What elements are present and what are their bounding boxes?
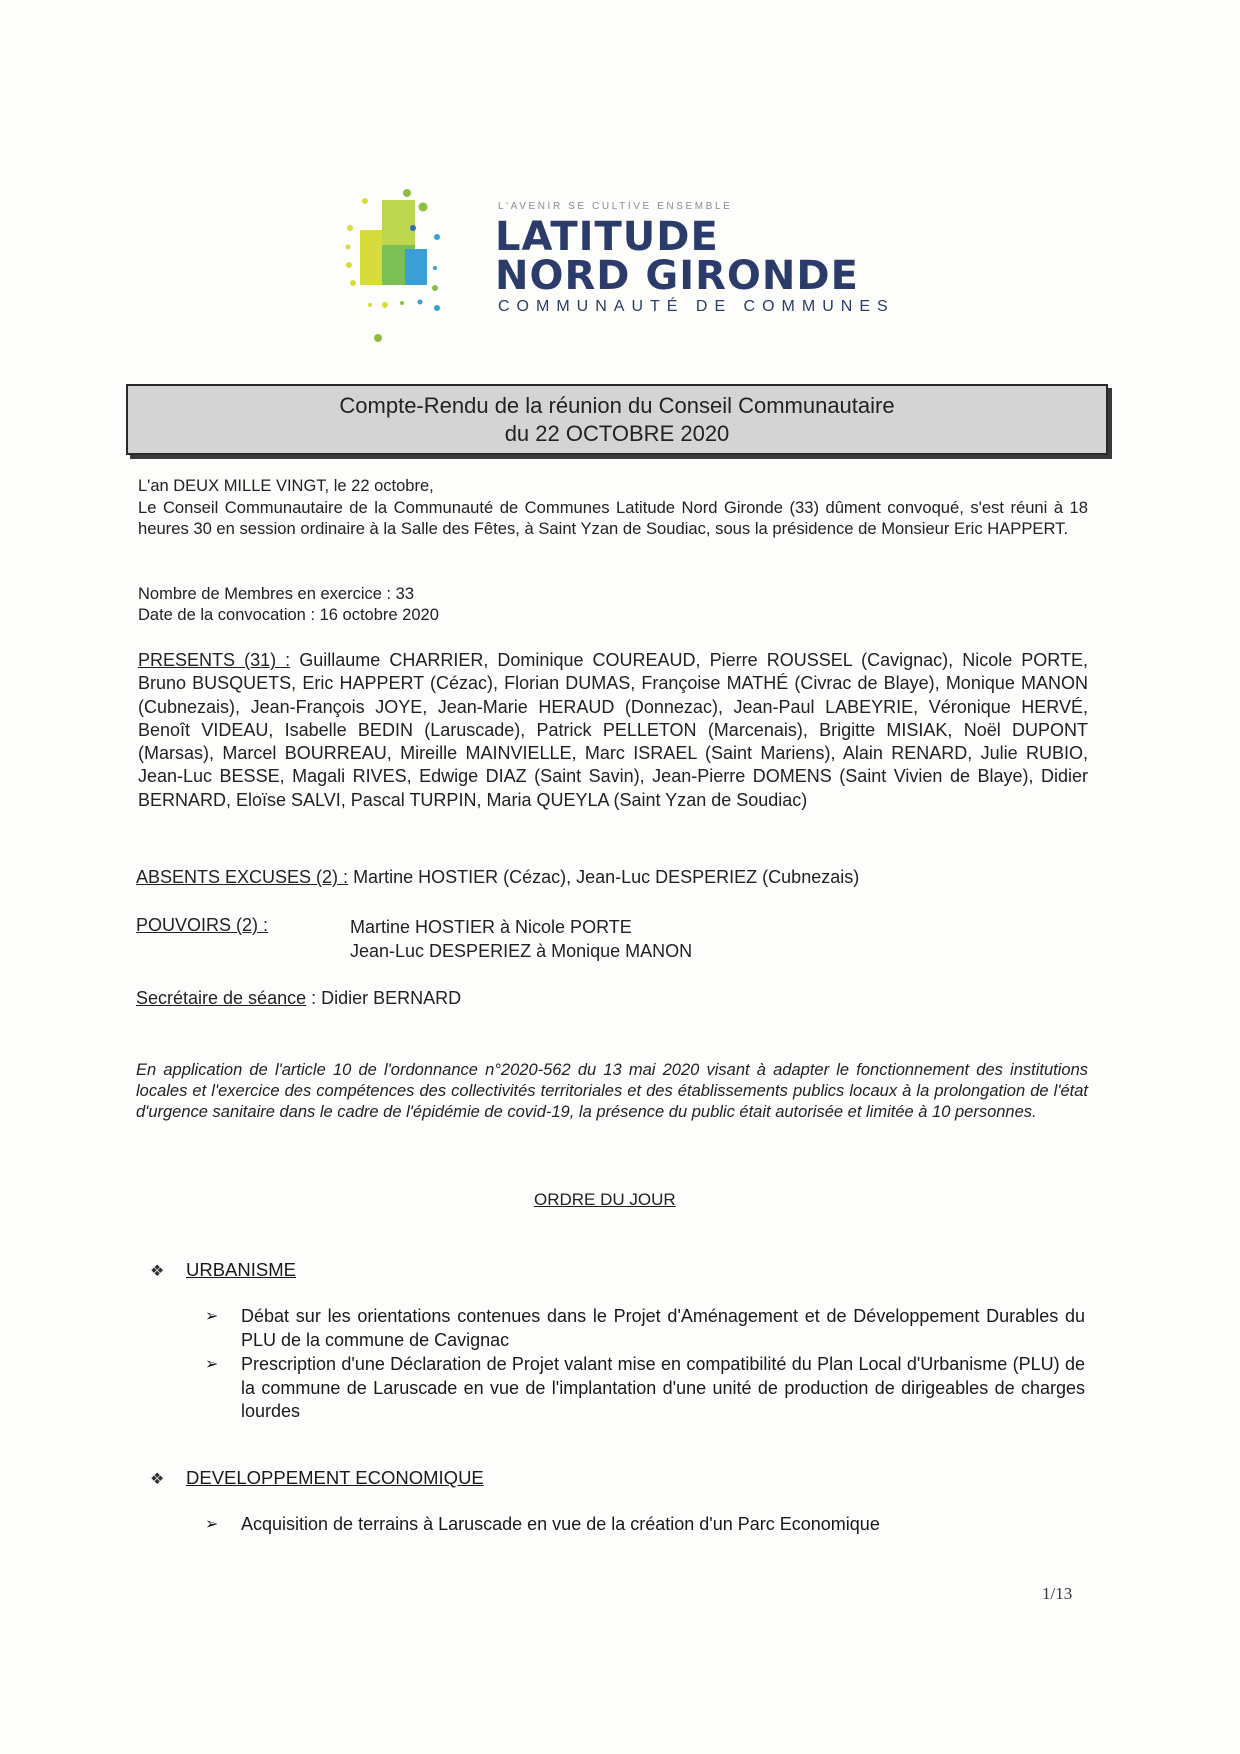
members-count: Nombre de Membres en exercice : 33 (138, 585, 415, 603)
agenda-item (205, 1513, 1085, 1537)
covid-notice: En application de l'article 10 de l'ordonnance n°2020-562 du 13 mai 2020 visant à adapter le fonctionnement des institutions locales et l'exercice des compétences des collectivités territoriales et des établissements publics locaux à la prolongation de l'état d'urgence sanitaire dans le cadre de l'épidémie de covid-19, la présence du public était autorisée et limitée à 10 personnes. (136, 1061, 1088, 1121)
pouvoirs-label-wrap (136, 915, 268, 936)
presents-block (138, 649, 1088, 812)
secretaire-block (136, 988, 461, 1009)
presents-label: PRESENTS (31) : (138, 650, 291, 670)
section-developpement-economique (150, 1467, 484, 1489)
pouvoir-line-1: Martine HOSTIER à Nicole PORTE (350, 917, 632, 937)
logo-title-line2: NORD GIRONDE (495, 253, 859, 299)
pouvoirs-list (350, 915, 692, 963)
absents-list: Martine HOSTIER (Cézac), Jean-Luc DESPERIEZ (Cubnezais) (348, 867, 860, 887)
logo-title-line1: LATITUDE (495, 214, 719, 260)
page-number: 1/13 (1042, 1584, 1073, 1603)
diamond-bullet-icon: ❖ (150, 1263, 165, 1280)
section-label: URBANISME (186, 1259, 296, 1280)
secretaire-label: Secrétaire de séance (136, 988, 307, 1008)
ordre-du-jour-heading: ORDRE DU JOUR (534, 1190, 676, 1209)
logo-subtitle: COMMUNAUTÉ DE COMMUNES (498, 298, 895, 315)
section-urbanisme (150, 1259, 296, 1281)
secretaire-name: : Didier BERNARD (306, 988, 462, 1008)
absents-block (136, 867, 859, 888)
agenda-item (205, 1353, 1085, 1424)
document-title-box (126, 384, 1108, 455)
diamond-bullet-icon: ❖ (150, 1471, 165, 1488)
intro-paragraph: Le Conseil Communautaire de la Communauté de Communes Latitude Nord Gironde (33) dûment convoqué, s'est réuni à 18 heures 30 en session ordinaire à la Salle des Fêtes, à Saint Yzan de Soudiac, sous la présidence de Monsieur Eric HAPPERT. (138, 498, 1088, 538)
convocation-date: Date de la convocation : 16 octobre 2020 (138, 606, 439, 624)
arrow-bullet-icon: ➢ (205, 1308, 219, 1325)
pouvoir-line-2: Jean-Luc DESPERIEZ à Monique MANON (350, 941, 693, 961)
arrow-bullet-icon: ➢ (205, 1356, 219, 1373)
document-title-line1: Compte-Rendu de la réunion du Conseil Communautaire (339, 393, 895, 418)
document-title-line2: du 22 OCTOBRE 2020 (504, 421, 730, 446)
absents-label: ABSENTS EXCUSES (2) : (136, 867, 349, 887)
section-label: DEVELOPPEMENT ECONOMIQUE (186, 1467, 484, 1488)
arrow-bullet-icon: ➢ (205, 1516, 219, 1533)
intro-date-line: L'an DEUX MILLE VINGT, le 22 octobre, (138, 477, 434, 495)
logo-mark-icon (345, 185, 485, 355)
agenda-item-text: Débat sur les orientations contenues dans le Projet d'Aménagement et de Développement Durables du PLU de la commune de Cavignac (241, 1306, 1085, 1350)
agenda-item-text: Acquisition de terrains à Laruscade en vue de la création d'un Parc Economique (241, 1514, 880, 1534)
pouvoirs-label: POUVOIRS (2) : (136, 915, 269, 935)
logo-tagline: L'AVENIR SE CULTIVE ENSEMBLE (498, 201, 733, 212)
agenda-item-text: Prescription d'une Déclaration de Projet valant mise en compatibilité du Plan Local d'Urbanisme (PLU) de la commune de Laruscade en vue de l'implantation d'une unité de production de dirigeables de charges lourdes (241, 1354, 1085, 1421)
latitude-nord-gironde-logo (345, 185, 895, 355)
presents-list: Guillaume CHARRIER, Dominique COUREAUD, Pierre ROUSSEL (Cavignac), Nicole PORTE, Bruno BUSQUETS, Eric HAPPERT (Cézac), Florian DUMAS, Françoise MATHÉ (Civrac de Blaye), Monique MANON (Cubnezais), Jean-François JOYE, Jean-Marie HERAUD (Donnezac), Jean-Paul LABEYRIE, Véronique HERVÉ, Benoît VIDEAU, Isabelle BEDIN (Laruscade), Patrick PELLETON (Marcenais), Brigitte MISIAK, Noël DUPONT (Marsas), Marcel BOURREAU, Mireille MAINVIELLE, Marc ISRAEL (Saint Mariens), Alain RENARD, Julie RUBIO, Jean-Luc BESSE, Magali RIVES, Edwige DIAZ (Saint Savin), Jean-Pierre DOMENS (Saint Vivien de Blaye), Didier BERNARD, Eloïse SALVI, Pascal TURPIN, Maria QUEYLA (Saint Yzan de Soudiac) (138, 650, 1088, 810)
agenda-item (205, 1305, 1085, 1352)
